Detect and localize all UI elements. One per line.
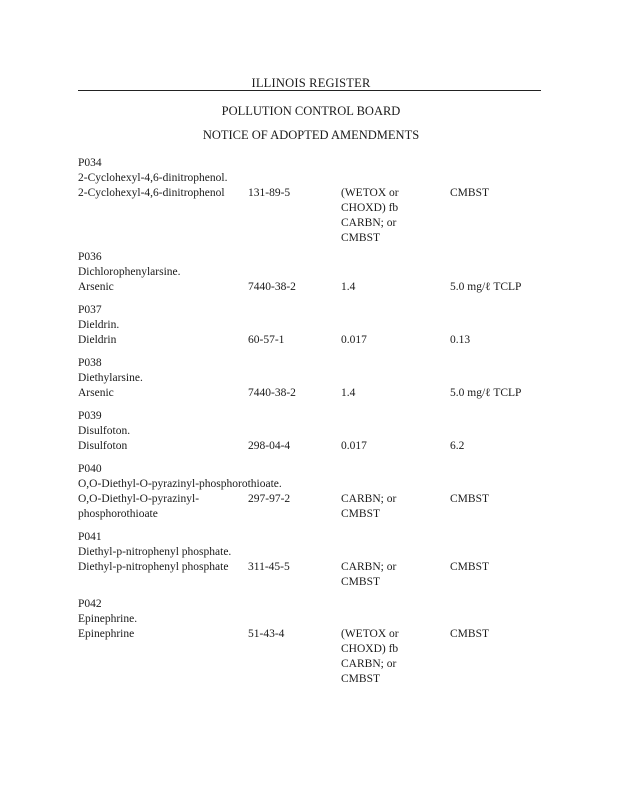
- wastewater-standard: [341, 627, 399, 687]
- wastewater-standard: [341, 333, 367, 348]
- waste-entry-p039: [78, 409, 548, 454]
- wastewater-standard-line: CHOXD) fb: [341, 643, 399, 655]
- cas-number: 60-57-1: [248, 334, 285, 346]
- constituent-name-line: phosphorothioate: [78, 508, 158, 520]
- wastewater-standard: [341, 492, 396, 522]
- waste-code: P040: [78, 463, 102, 475]
- nonwastewater-standard: CMBST: [450, 187, 489, 199]
- constituent-name: [78, 280, 246, 295]
- wastewater-standard-line: CMBST: [341, 508, 380, 520]
- cas-number: 297-97-2: [248, 493, 291, 505]
- constituent-name: [78, 386, 246, 401]
- waste-description: Dichlorophenylarsine.: [78, 266, 181, 278]
- wastewater-standard-line: CHOXD) fb: [341, 202, 399, 214]
- constituent-row: [78, 439, 548, 454]
- wastewater-standard: [341, 439, 367, 454]
- wastewater-standard: [341, 560, 396, 590]
- wastewater-standard-line: CARBN; or: [341, 217, 397, 229]
- waste-description: Dieldrin.: [78, 319, 120, 331]
- constituent-row: [78, 186, 548, 246]
- cas-number: 311-45-5: [248, 561, 290, 573]
- constituent-name-line: Diethyl-p-nitrophenyl phosphate: [78, 561, 229, 573]
- constituent-name-line: Epinephrine: [78, 628, 135, 640]
- wastewater-standard: [341, 280, 355, 295]
- nonwastewater-standard: 6.2: [450, 440, 465, 452]
- wastewater-standard-line: 0.017: [341, 334, 367, 346]
- wastewater-standard-line: CARBN; or: [341, 561, 397, 573]
- waste-description: Diethyl-p-nitrophenyl phosphate.: [78, 546, 232, 558]
- waste-entry-p038: [78, 356, 548, 401]
- waste-code: P036: [78, 251, 102, 263]
- wastewater-standard-line: 1.4: [341, 387, 356, 399]
- waste-code: P038: [78, 357, 102, 369]
- wastewater-standard-line: CMBST: [341, 673, 380, 685]
- waste-entry-p036: [78, 250, 548, 295]
- nonwastewater-standard: 5.0 mg/ℓ TCLP: [450, 387, 522, 399]
- wastewater-standard: [341, 386, 355, 401]
- wastewater-standard-line: CMBST: [341, 576, 380, 588]
- constituent-row: [78, 560, 548, 590]
- wastewater-standard-line: (WETOX or: [341, 187, 399, 199]
- waste-description: 2-Cyclohexyl-4,6-dinitrophenol.: [78, 172, 228, 184]
- header-rule: [78, 90, 541, 91]
- cas-number: 131-89-5: [248, 187, 291, 199]
- constituent-name: [78, 560, 246, 575]
- cas-number: 7440-38-2: [248, 387, 296, 399]
- waste-code: P037: [78, 304, 102, 316]
- waste-code: P034: [78, 157, 102, 169]
- cas-number: 298-04-4: [248, 440, 291, 452]
- constituent-name-line: Disulfoton: [78, 440, 128, 452]
- register-title: ILLINOIS REGISTER: [251, 76, 371, 90]
- waste-description: Diethylarsine.: [78, 372, 143, 384]
- wastewater-standard-line: (WETOX or: [341, 628, 399, 640]
- nonwastewater-standard: CMBST: [450, 561, 489, 573]
- constituent-name: [78, 186, 246, 201]
- waste-code: P042: [78, 598, 102, 610]
- notice-title: NOTICE OF ADOPTED AMENDMENTS: [202, 128, 420, 142]
- wastewater-standard-line: 1.4: [341, 281, 356, 293]
- waste-entry-p034: [78, 156, 548, 246]
- constituent-name-line: Arsenic: [78, 387, 114, 399]
- wastewater-standard: [341, 186, 399, 246]
- constituent-name: [78, 439, 246, 454]
- wastewater-standard-line: CARBN; or: [341, 658, 397, 670]
- constituent-name-line: Arsenic: [78, 281, 114, 293]
- constituent-row: [78, 333, 548, 348]
- constituent-name: [78, 492, 246, 522]
- waste-entry-p041: [78, 530, 548, 590]
- constituent-row: [78, 386, 548, 401]
- waste-description: O,O-Diethyl-O-pyrazinyl-phosphorothioate.: [78, 478, 282, 490]
- constituent-name: [78, 627, 246, 642]
- cas-number: 7440-38-2: [248, 281, 296, 293]
- board-name: POLLUTION CONTROL BOARD: [221, 104, 401, 118]
- wastewater-standard-line: CARBN; or: [341, 493, 397, 505]
- waste-code: P039: [78, 410, 102, 422]
- nonwastewater-standard: 5.0 mg/ℓ TCLP: [450, 281, 522, 293]
- constituent-row: [78, 280, 548, 295]
- waste-description: Epinephrine.: [78, 613, 138, 625]
- constituent-name-line: Dieldrin: [78, 334, 117, 346]
- waste-entry-p037: [78, 303, 548, 348]
- nonwastewater-standard: CMBST: [450, 628, 489, 640]
- nonwastewater-standard: CMBST: [450, 493, 489, 505]
- waste-code: P041: [78, 531, 102, 543]
- waste-entry-p040: [78, 462, 548, 522]
- wastewater-standard-line: CMBST: [341, 232, 380, 244]
- constituent-name: [78, 333, 246, 348]
- waste-description: Disulfoton.: [78, 425, 131, 437]
- constituent-row: [78, 492, 548, 522]
- constituent-name-line: O,O-Diethyl-O-pyrazinyl-: [78, 493, 200, 505]
- nonwastewater-standard: 0.13: [450, 334, 471, 346]
- waste-entry-p042: [78, 597, 548, 687]
- cas-number: 51-43-4: [248, 628, 285, 640]
- wastewater-standard-line: 0.017: [341, 440, 367, 452]
- constituent-name-line: 2-Cyclohexyl-4,6-dinitrophenol: [78, 187, 225, 199]
- constituent-row: [78, 627, 548, 687]
